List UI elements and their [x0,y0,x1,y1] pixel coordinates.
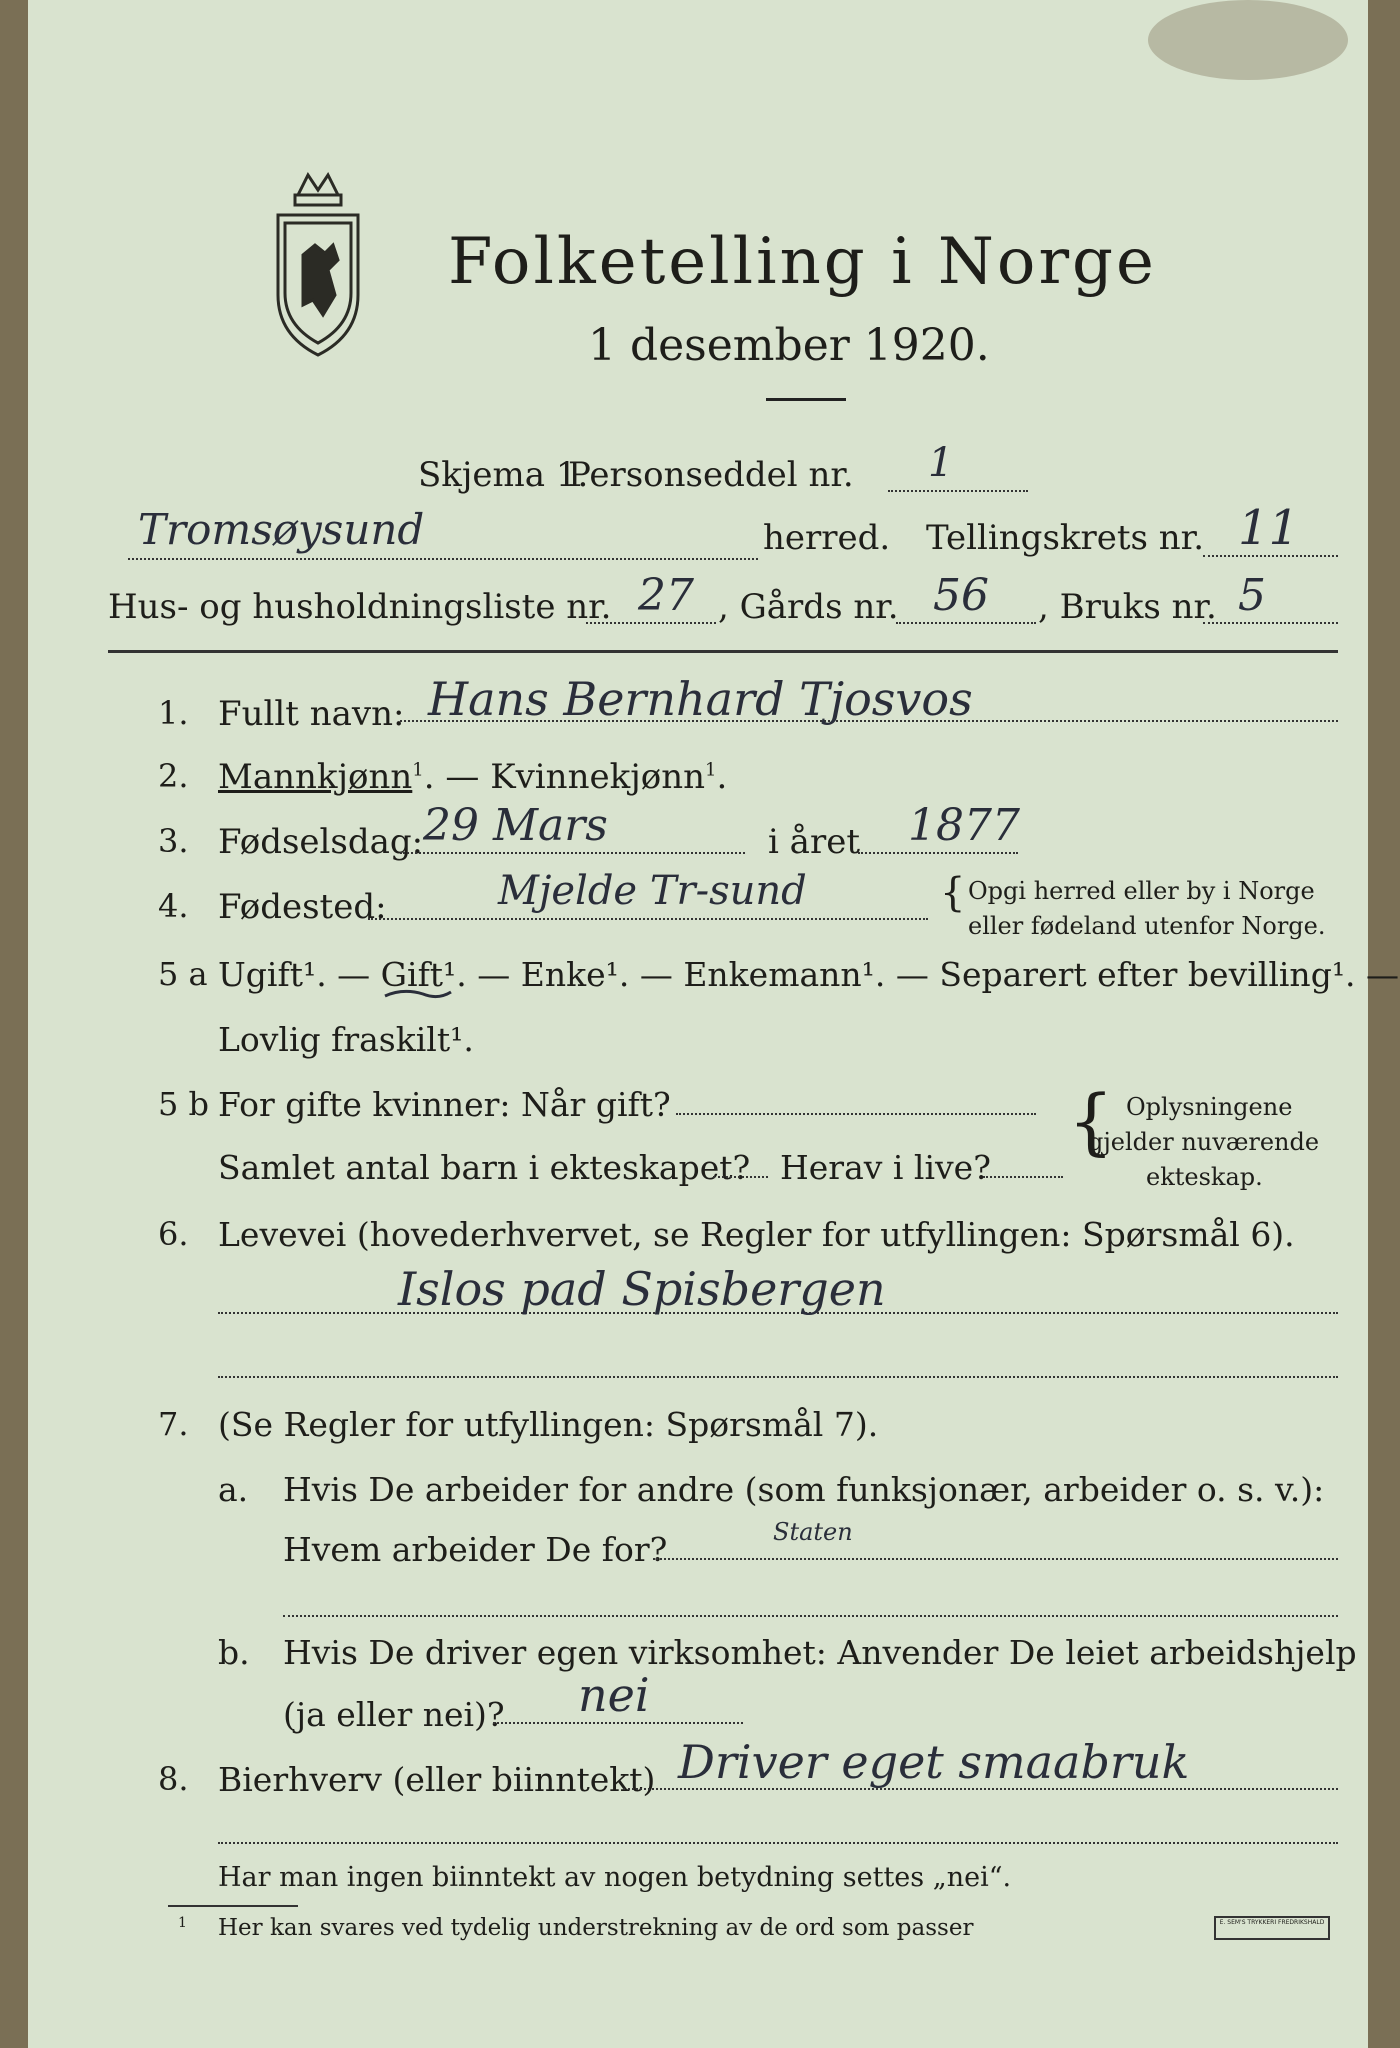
q4-note-2: eller fødeland utenfor Norge. [968,912,1326,940]
q7a-line-2 [283,1615,1338,1617]
q6-label: Levevei (hovederhvervet, se Regler for utfyllingen: Spørsmål 6). [218,1215,1295,1254]
herred-label: herred. [763,518,891,558]
q4-brace: { [940,870,966,916]
form-title: Folketelling i Norge [448,225,1157,299]
q5b-line-2a: Samlet antal barn i ekteskapet? [218,1148,751,1187]
q5b-number: 5 b [158,1085,210,1123]
q2-female-end: . [716,757,728,797]
q5a-number: 5 a [158,955,208,993]
q4-number: 4. [158,887,189,925]
q7a-line-1: Hvis De arbeider for andre (som funksjonær, arbeider o. s. v.): [283,1470,1325,1509]
footnote-rule [168,1905,298,1907]
q7b-value: nei [578,1668,650,1722]
q8-label: Bierhverv (eller biinntekt) [218,1760,656,1799]
footnote-number: 1 [178,1915,187,1931]
q4-line [368,918,928,920]
q5b-line-1: For gifte kvinner: Når gift? [218,1085,671,1124]
q4-label: Fødested: [218,887,387,927]
q5b-note-2: gjelder nuværende [1088,1128,1320,1156]
census-form [28,0,1400,2048]
printer-stamp: E. SEM'S TRYKKERI FREDRIKSHALD [1214,1916,1330,1940]
q3-year-label: i året [768,822,860,862]
q4-note-1: Opgi herred eller by i Norge [968,877,1315,905]
gards-line [896,622,1036,624]
q6-number: 6. [158,1215,189,1253]
form-date: 1 desember 1920. [588,320,990,371]
q2-number: 2. [158,757,189,795]
q7a-value: Staten [773,1518,853,1546]
q5b-note-1: Oplysningene [1126,1093,1293,1121]
q3-number: 3. [158,822,189,860]
q2-male-end: . [423,757,435,797]
q4-value: Mjelde Tr-sund [498,868,807,914]
q7b-line [493,1722,743,1724]
gards-value: 56 [933,570,989,621]
herred-line [128,558,758,560]
q2-options [218,757,727,797]
q2-male-footnote: 1 [412,759,424,781]
bruks-label: , Bruks nr. [1038,587,1217,627]
q7-number: 7. [158,1405,189,1443]
bruks-line [1203,622,1338,624]
q7a-letter: a. [218,1470,249,1509]
coat-of-arms-icon [263,165,373,365]
herred-value: Tromsøysund [138,505,425,554]
q7a-line-2: Hvem arbeider De for? [283,1530,668,1569]
title-divider [766,398,846,401]
q3-year-line [858,852,1018,854]
q5b-line-2a-dots [713,1176,768,1178]
tellingskrets-value: 11 [1238,500,1300,556]
q3-value: 29 Mars [423,800,608,851]
gards-label: , Gårds nr. [718,587,899,627]
q6-value: Islos pad Spisbergen [398,1262,886,1316]
q1-label: Fullt navn: [218,694,405,734]
q7-label: (Se Regler for utfyllingen: Spørsmål 7). [218,1405,879,1444]
q5b-line-1-dots [676,1113,1036,1115]
q5b-brace: { [1068,1079,1114,1163]
header-rule [108,650,1338,653]
male-option: Mannkjønn [218,757,413,797]
q5b-note-3: ekteskap. [1146,1163,1263,1191]
female-option: Kvinnekjønn [490,757,705,797]
q1-number: 1. [158,694,189,732]
q3-line [400,852,745,854]
q1-value: Hans Bernhard Tjosvos [428,672,973,726]
q5b-line-2b: Herav i live? [780,1148,991,1187]
q7b-line-2: (ja eller nei)? [283,1695,505,1734]
q6-line-2 [218,1376,1338,1378]
q2-female-footnote: 1 [705,759,717,781]
gift-underline-mark [383,988,453,1002]
husliste-value: 27 [638,570,694,621]
q3-year-value: 1877 [908,800,1020,851]
q3-label: Fødselsdag: [218,822,424,862]
personseddel-value: 1 [928,440,954,486]
q2-sep: — [445,757,480,797]
q5a-line-2: Lovlig fraskilt¹. [218,1020,474,1059]
q7a-line [653,1558,1338,1560]
personseddel-line [888,490,1028,492]
tellingskrets-label: Tellingskrets nr. [926,518,1205,558]
q7b-letter: b. [218,1633,250,1672]
personseddel-label: Personseddel nr. [568,455,854,495]
paper-stain [1148,0,1348,80]
q8-value: Driver eget smaabruk [678,1735,1190,1789]
husliste-label: Hus- og husholdningsliste nr. [108,587,612,627]
husliste-line [586,622,716,624]
footer-note: Har man ingen biinntekt av nogen betydning settes „nei“. [218,1862,1012,1893]
q5b-line-2b-dots [983,1176,1063,1178]
q7b-line-1: Hvis De driver egen virksomhet: Anvender De leiet arbeidshjelp [283,1633,1357,1672]
footnote-text: Her kan svares ved tydelig understrekning av de ord som passer [218,1915,974,1941]
q5a-line-1: Ugift¹. — Gift¹. — Enke¹. — Enkemann¹. — Separert efter bevilling¹. — [218,955,1400,994]
q8-number: 8. [158,1760,189,1798]
q8-line-2 [218,1842,1338,1844]
skjema-label: Skjema 1. [418,455,589,495]
bruks-value: 5 [1238,570,1266,621]
